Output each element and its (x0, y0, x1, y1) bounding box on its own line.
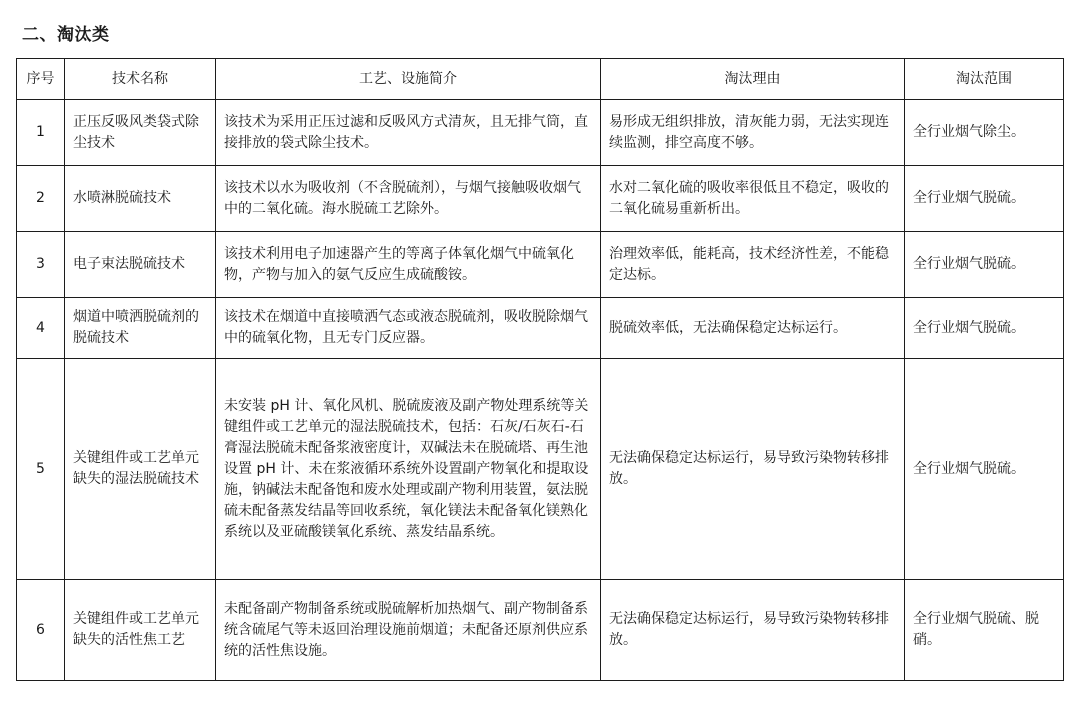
scope-cell: 全行业烟气脱硫。 (905, 359, 1064, 580)
reason-cell: 治理效率低，能耗高，技术经济性差，不能稳定达标。 (601, 232, 905, 298)
description-cell: 该技术利用电子加速器产生的等离子体氧化烟气中硫氧化物，产物与加入的氨气反应生成硫酸铵。 (216, 232, 601, 298)
table-row (17, 298, 1064, 359)
scope-cell: 全行业烟气脱硫。 (905, 298, 1064, 359)
header-process-description: 工艺、设施简介 (216, 59, 601, 100)
description-cell: 未安装 pH 计、氧化风机、脱硫废液及副产物处理系统等关键组件或工艺单元的湿法脱硫技术，包括：石灰/石灰石-石膏湿法脱硫未配备浆液密度计，双碱法未在脱硫塔、再生池设置 pH 计、未在浆液循环系统外设置副产物氧化和提取设施，钠碱法未配备饱和废水处理或副产物利用装置，氨法脱硫未配备蒸发结晶等回收系统，氧化镁法未配备氧化镁熟化系统以及亚硫酸镁氧化系统、蒸发结晶系统。 (216, 359, 601, 580)
tech-name-cell: 正压反吸风类袋式除尘技术 (65, 100, 216, 166)
reason-cell: 无法确保稳定达标运行，易导致污染物转移排放。 (601, 359, 905, 580)
reason-cell: 无法确保稳定达标运行，易导致污染物转移排放。 (601, 580, 905, 681)
header-elimination-reason: 淘汰理由 (601, 59, 905, 100)
header-elimination-scope: 淘汰范围 (905, 59, 1064, 100)
reason-cell: 水对二氧化硫的吸收率很低且不稳定，吸收的二氧化硫易重新析出。 (601, 166, 905, 232)
description-cell: 未配备副产物制备系统或脱硫解析加热烟气、副产物制备系统含硫尾气等未返回治理设施前烟道；未配备还原剂供应系统的活性焦设施。 (216, 580, 601, 681)
header-tech-name: 技术名称 (65, 59, 216, 100)
reason-cell: 脱硫效率低，无法确保稳定达标运行。 (601, 298, 905, 359)
tech-name-cell: 电子束法脱硫技术 (65, 232, 216, 298)
elimination-table (16, 58, 1064, 681)
table-header-row (17, 59, 1064, 100)
table-row (17, 359, 1064, 580)
row-number: 6 (17, 580, 65, 681)
table-row (17, 580, 1064, 681)
description-cell: 该技术以水为吸收剂（不含脱硫剂），与烟气接触吸收烟气中的二氧化硫。海水脱硫工艺除外。 (216, 166, 601, 232)
section-title: 二、淘汰类 (22, 25, 110, 45)
tech-name-cell: 关键组件或工艺单元缺失的活性焦工艺 (65, 580, 216, 681)
scope-cell: 全行业烟气脱硫。 (905, 232, 1064, 298)
table-row (17, 232, 1064, 298)
reason-cell: 易形成无组织排放，清灰能力弱，无法实现连续监测，排空高度不够。 (601, 100, 905, 166)
row-number: 5 (17, 359, 65, 580)
row-number: 2 (17, 166, 65, 232)
scope-cell: 全行业烟气脱硫、脱硝。 (905, 580, 1064, 681)
scope-cell: 全行业烟气脱硫。 (905, 166, 1064, 232)
description-cell: 该技术在烟道中直接喷洒气态或液态脱硫剂，吸收脱除烟气中的硫氧化物，且无专门反应器。 (216, 298, 601, 359)
header-no: 序号 (17, 59, 65, 100)
description-cell: 该技术为采用正压过滤和反吸风方式清灰，且无排气筒，直接排放的袋式除尘技术。 (216, 100, 601, 166)
table-row (17, 166, 1064, 232)
row-number: 1 (17, 100, 65, 166)
table-row (17, 100, 1064, 166)
tech-name-cell: 水喷淋脱硫技术 (65, 166, 216, 232)
row-number: 3 (17, 232, 65, 298)
scope-cell: 全行业烟气除尘。 (905, 100, 1064, 166)
tech-name-cell: 关键组件或工艺单元缺失的湿法脱硫技术 (65, 359, 216, 580)
row-number: 4 (17, 298, 65, 359)
tech-name-cell: 烟道中喷洒脱硫剂的脱硫技术 (65, 298, 216, 359)
